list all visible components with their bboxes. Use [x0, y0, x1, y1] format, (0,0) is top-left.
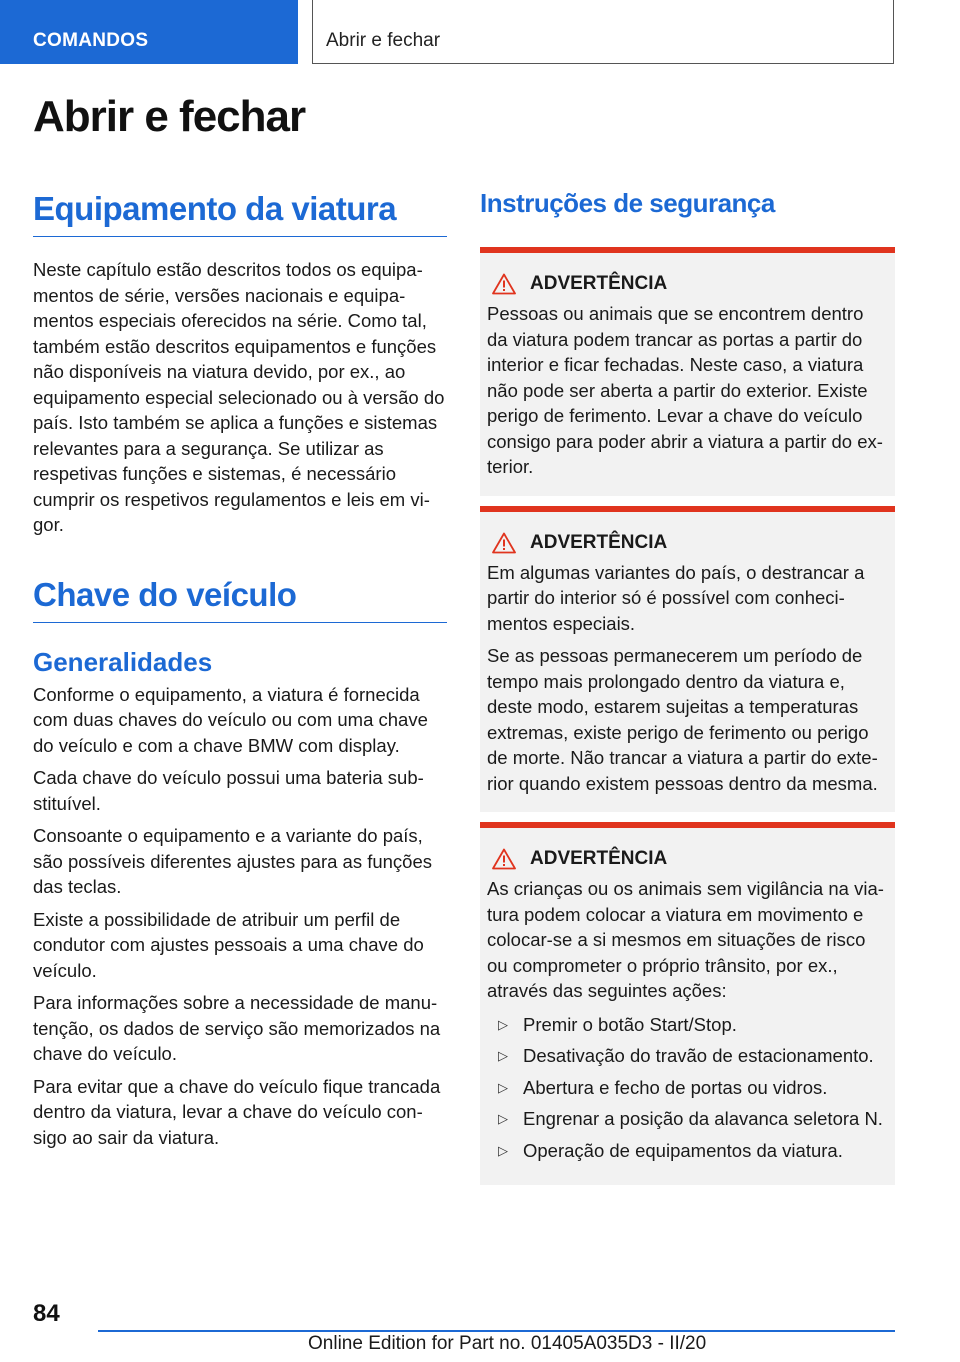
triangle-bullet-icon: ▷ — [498, 1048, 508, 1063]
section-label: COMANDOS — [33, 30, 149, 51]
page-title: Abrir e fechar — [33, 92, 306, 141]
warning-box-2 — [480, 506, 895, 813]
triangle-bullet-icon: ▷ — [498, 1079, 508, 1095]
list-item: ▷ Engrenar a posição da alavanca seletora N. — [487, 1106, 887, 1132]
triangle-bullet-icon: ▷ — [498, 1016, 508, 1032]
section-tab — [0, 0, 298, 64]
list-item: ▷ Desativação do travão de estacionamento. — [487, 1043, 887, 1069]
paragraph-4: Existe a possibilidade de atribuir um perfil de condutor com ajustes pessoais a uma chave do veículo. — [33, 908, 424, 981]
heading-generalidades: Generalidades — [33, 646, 213, 677]
paragraph-6: Para evitar que a chave do veículo fique trancada dentro da viatura, levar a chave do veículo consigo ao sair da viatura. — [33, 1075, 441, 1148]
action-list — [487, 1012, 887, 1164]
warning-title: ADVERTÊNCIA — [530, 848, 668, 869]
list-item: ▷ Abertura e fecho de portas ou vidros. — [487, 1075, 887, 1101]
warning-triangle-icon — [492, 273, 516, 295]
warning-box-1 — [480, 247, 895, 496]
warning-triangle-icon — [492, 532, 516, 554]
heading-equipamento: Equipamento da viatura — [33, 190, 447, 237]
chapter-header — [312, 0, 894, 64]
chapter-label: Abrir e fechar — [326, 30, 441, 51]
footer-divider — [98, 1330, 895, 1332]
triangle-bullet-icon: ▷ — [498, 1142, 508, 1158]
warning-text: Em algumas variantes do país, o destrancar a partir do interior só é possível com conhecimentos especiais. — [487, 561, 865, 634]
footer-edition: Online Edition for Part no. 01405A035D3 - II/20 — [308, 1333, 707, 1354]
paragraph-equipamento: Neste capítulo estão descritos todos os equipamentos de série, versões nacionais e equipamentos especiais oferecidos na série. Como tal, também estão descritos equipamentos e funções não disponíveis na viatura devido, por ex., ao equipamento especial selecionado ou à versão do país. Isto também se aplica a funções e sistemas relevantes para a segurança. Se utilizar as respetivas funções e sistemas, é necessário cumprir os respetivos regulamentos e leis em vigor. — [33, 259, 445, 535]
warning-title: ADVERTÊNCIA — [530, 531, 668, 553]
list-item: ▷ Premir o botão Start/Stop. — [487, 1012, 887, 1038]
warning-title: ADVERTÊNCIA — [530, 273, 668, 294]
warning-text: As crianças ou os animais sem vigilância na viatura podem colocar a viatura em movimento e colocar-se a si mesmos em situações de risco ou comprometer o próprio trânsito, por ex., através das seguintes ações: — [487, 878, 884, 1001]
heading-chave: Chave do veículo — [33, 576, 447, 623]
right-column — [480, 188, 895, 1185]
warning-box-3 — [480, 822, 895, 1185]
left-column — [33, 190, 447, 1150]
list-item: ▷ Operação de equipamentos da viatura. — [487, 1138, 887, 1164]
page-number: 84 — [33, 1300, 60, 1327]
paragraph-2: Cada chave do veículo possui uma bateria substituível. — [33, 767, 424, 814]
paragraph-5: Para informações sobre a necessidade de manutenção, os dados de serviço são memorizados na chave do veículo. — [33, 992, 441, 1064]
warning-text: Pessoas ou animais que se encontrem dentro da viatura podem trancar as portas a partir do interior e ficar fechadas. Neste caso, a viatura não pode ser aberta a partir do exterior. Existe perigo de ferimento. Levar a chave do veículo consigo para poder abrir a viatura a partir do exterior. — [487, 303, 883, 477]
warning-triangle-icon — [492, 848, 516, 870]
paragraph-1: Conforme o equipamento, a viatura é fornecida com duas chaves do veículo ou com uma chave do veículo e com a chave BMW com display. — [33, 683, 428, 756]
triangle-bullet-icon: ▷ — [498, 1111, 508, 1126]
paragraph-3: Consoante o equipamento e a variante do país, são possíveis diferentes ajustes para as funções das teclas. — [33, 825, 433, 897]
heading-seguranca: Instruções de segurança — [480, 188, 775, 218]
warning-text: Se as pessoas permanecerem um período de tempo mais prolongado dentro da viatura e, deste modo, estarem sujeitas a temperaturas extremas, existe perigo de ferimento ou perigo de morte. Não trancar a viatura a partir do exterior quando existem pessoas dentro da mesma. — [487, 645, 878, 794]
